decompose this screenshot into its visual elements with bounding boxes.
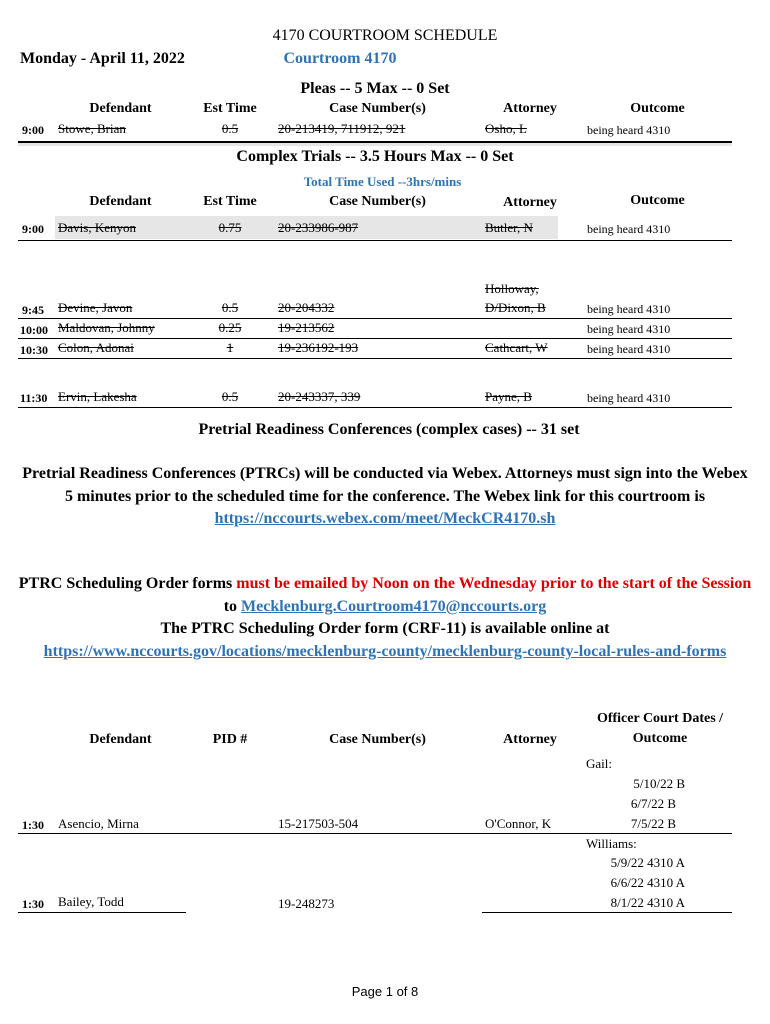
row-outcome: being heard 4310 [587, 322, 671, 336]
form-to: to [223, 597, 242, 615]
scheduling-order-paragraph [18, 573, 752, 663]
ptrc-col-officer-line1: Officer Court Dates / [596, 711, 724, 726]
form-online-text: The PTRC Scheduling Order form (CRF-11) is available online at [160, 620, 610, 637]
row-time: 10:00 [20, 323, 48, 337]
divider [18, 407, 732, 408]
ptrc-col-pid: PID # [212, 732, 248, 747]
form-lead: PTRC Scheduling Order forms [18, 575, 237, 592]
schedule-date: Monday - April 11, 2022 [20, 50, 185, 67]
row-est-time: 0.5 [221, 389, 239, 404]
row-case-numbers: 20-213419, 711912, 921 [278, 121, 406, 136]
complex-col-attorney: Attorney [503, 195, 557, 210]
row-case-numbers: 20-243337, 339 [278, 389, 361, 404]
pleas-col-est-time: Est Time [203, 101, 257, 116]
row-case-numbers: 20-233986-987 [278, 220, 359, 235]
page-number: Page 1 of 8 [351, 984, 419, 999]
officer-name: Williams: [586, 836, 637, 851]
row-time: 1:30 [22, 818, 44, 832]
row-outcome: being heard 4310 [587, 302, 671, 316]
pleas-col-outcome: Outcome [630, 101, 685, 116]
webex-text: Pretrial Readiness Conferences (PTRCs) will be conducted via Webex. Attorneys must sign into the Webex 5 minutes prior to the scheduled time for the conference. The Webex link for this courtroom is [22, 465, 748, 505]
row-outcome: being heard 4310 [587, 391, 671, 405]
pleas-col-attorney: Attorney [503, 101, 557, 116]
row-time: 11:30 [20, 391, 48, 405]
pleas-col-defendant: Defendant [89, 101, 152, 116]
row-case-numbers: 19-236192-193 [278, 340, 359, 355]
webex-link[interactable]: https://nccourts.webex.com/meet/MeckCR4170.sh [214, 510, 556, 527]
divider [18, 833, 732, 834]
schedule-title: 4170 COURTROOM SCHEDULE [272, 27, 498, 44]
pleas-col-case-numbers: Case Number(s) [329, 101, 426, 116]
row-defendant: Stowe, Brian [58, 121, 126, 136]
row-case-numbers: 20-204332 [278, 300, 335, 315]
divider [18, 912, 186, 913]
row-defendant: Davis, Kenyon [58, 220, 136, 235]
row-attorney: O'Connor, K [485, 816, 552, 831]
row-outcome: being heard 4310 [587, 123, 671, 137]
row-est-time: 0.5 [221, 300, 239, 315]
row-attorney-line2: D/Dixon, B [485, 300, 546, 315]
row-time: 1:30 [22, 897, 44, 911]
ptrc-heading: Pretrial Readiness Conferences (complex cases) -- 31 set [198, 421, 580, 438]
officer-date: 5/9/22 4310 A [610, 855, 685, 870]
row-defendant: Maldovan, Johnny [58, 320, 155, 335]
row-defendant: Devine, Javon [58, 300, 133, 315]
complex-col-case-numbers: Case Number(s) [329, 194, 426, 209]
ptrc-col-case-numbers: Case Number(s) [329, 732, 426, 747]
row-outcome: being heard 4310 [587, 222, 671, 236]
row-attorney: Cathcart, W [485, 340, 548, 355]
officer-date: 7/5/22 B [630, 816, 676, 831]
officer-date: 6/6/22 4310 A [610, 875, 685, 890]
ptrc-col-defendant: Defendant [89, 732, 152, 747]
complex-col-est-time: Est Time [203, 194, 257, 209]
email-link[interactable]: Mecklenburg.Courtroom4170@nccourts.org [241, 597, 547, 615]
row-defendant: Asencio, Mirna [58, 816, 139, 831]
row-est-time: 0.5 [221, 121, 239, 136]
divider [482, 912, 732, 913]
divider [18, 358, 732, 359]
row-time: 10:30 [20, 343, 48, 357]
row-case-numbers: 15-217503-504 [278, 816, 359, 831]
forms-url-link[interactable]: https://www.nccourts.gov/locations/mecklenburg-county/mecklenburg-county-local-rules-and-forms [43, 642, 727, 660]
row-time: 9:45 [22, 303, 44, 317]
officer-name: Gail: [586, 756, 612, 771]
total-time-used: Total Time Used --3hrs/mins [303, 174, 462, 189]
ptrc-col-officer-line2: Outcome [632, 731, 688, 746]
row-defendant: Colon, Adonai [58, 340, 134, 355]
divider [18, 318, 732, 319]
officer-date: 8/1/22 4310 A [610, 895, 685, 910]
webex-paragraph [18, 463, 752, 531]
row-attorney: Payne, B [485, 389, 532, 404]
row-defendant: Ervin, Lakesha [58, 389, 137, 404]
row-attorney: Butler, N [485, 220, 533, 235]
divider [18, 240, 732, 241]
row-outcome: being heard 4310 [587, 342, 671, 356]
row-est-time: 1 [226, 340, 234, 355]
complex-heading: Complex Trials -- 3.5 Hours Max -- 0 Set [236, 148, 514, 165]
row-attorney-line1: Holloway, [485, 281, 539, 296]
officer-date: 5/10/22 B [633, 776, 685, 791]
row-time: 9:00 [22, 123, 44, 137]
divider [18, 338, 732, 339]
row-case-numbers: 19-213562 [278, 320, 335, 335]
ptrc-col-attorney: Attorney [503, 732, 557, 747]
row-defendant: Bailey, Todd [58, 894, 124, 909]
row-est-time: 0.75 [218, 220, 242, 235]
courtroom-label: Courtroom 4170 [283, 50, 397, 67]
row-time: 9:00 [22, 222, 44, 236]
row-est-time: 0.25 [218, 320, 242, 335]
form-deadline: must be emailed by Noon on the Wednesday prior to the start of the Session [236, 575, 752, 592]
officer-date: 6/7/22 B [630, 796, 676, 811]
row-attorney: Osho, L [485, 121, 527, 136]
row-case-numbers: 19-248273 [278, 896, 335, 911]
pleas-heading: Pleas -- 5 Max -- 0 Set [300, 80, 450, 97]
complex-col-defendant: Defendant [89, 194, 152, 209]
divider-shade [18, 143, 732, 146]
complex-col-outcome: Outcome [630, 193, 685, 208]
